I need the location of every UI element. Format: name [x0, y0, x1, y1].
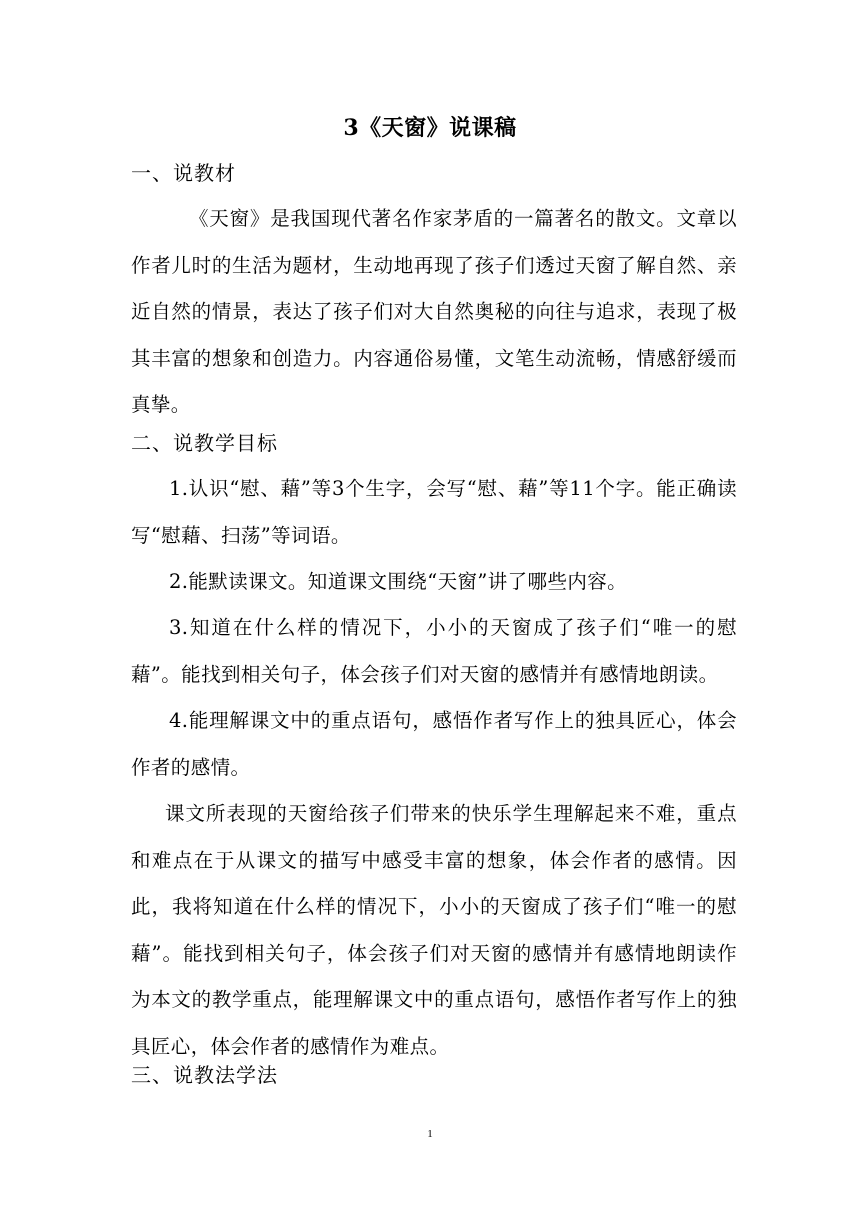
paragraph-key-points: 课文所表现的天窗给孩子们带来的快乐学生理解起来不难，重点和难点在于从课文的描写中感受丰富的想象，体会作者的感情。因此，我将知道在什么样的情况下，小小的天窗成了孩子们“唯一的慰藉”。能找到相关句子，体会孩子们对天窗的感情并有感情地朗读作为本文的教学重点，能理解课文中的重点语句，感悟作者写作上的独具匠心，体会作者的感情作为难点。	[131, 802, 737, 1058]
page-number: 1	[427, 1128, 433, 1140]
section-heading-goals: 二、说教学目标	[131, 431, 278, 455]
goal-item-3: 3.知道在什么样的情况下，小小的天窗成了孩子们“唯一的慰藉”。能找到相关句子，体会孩子们对天窗的感情并有感情地朗读。	[131, 616, 737, 686]
section-heading-textbook: 一、说教材	[131, 161, 236, 185]
goal-item-4: 4.能理解课文中的重点语句，感悟作者写作上的独具匠心，体会作者的感情。	[131, 709, 737, 779]
goal-item-1: 1.认识“慰、藉”等3个生字，会写“慰、藉”等11个字。能正确读写“慰藉、扫荡”等词语。	[131, 477, 737, 547]
goal-item-2: 2.能默读课文。知道课文围绕“天窗”讲了哪些内容。	[169, 570, 628, 593]
paragraph-textbook: 《天窗》是我国现代著名作家茅盾的一篇著名的散文。文章以作者儿时的生活为题材，生动地再现了孩子们透过天窗了解自然、亲近自然的情景，表达了孩子们对大自然奥秘的向往与追求，表现了极其丰富的想象和创造力。内容通俗易懂，文笔生动流畅，情感舒缓而真挚。	[131, 207, 737, 416]
document-title: 3《天窗》说课稿	[343, 115, 517, 141]
section-heading-methods: 三、说教法学法	[131, 1063, 278, 1087]
